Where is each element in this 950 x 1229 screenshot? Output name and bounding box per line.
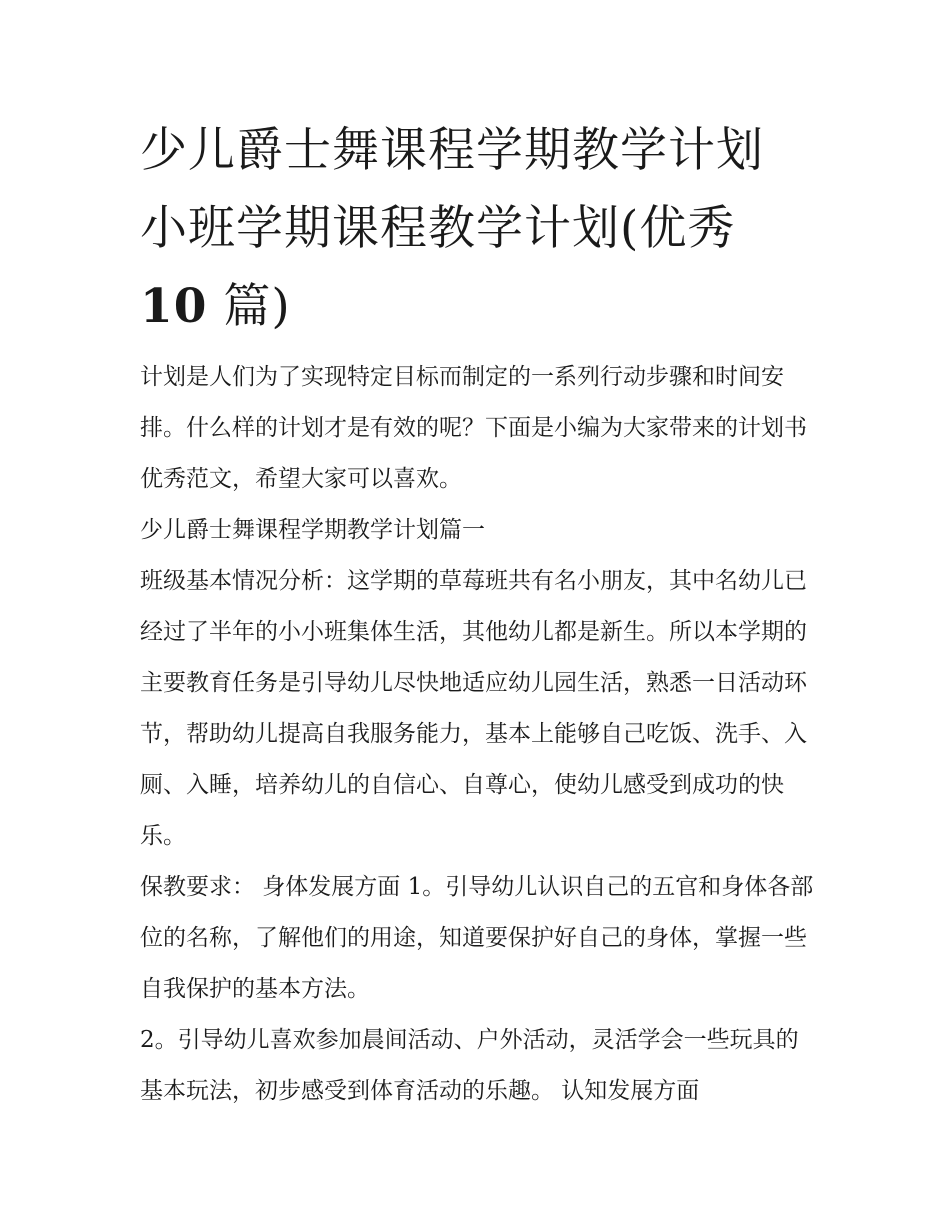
care-requirements-paragraph: 保教要求： 身体发展方面 1。引导幼儿认识自己的五官和身体各部位的名称，了解他们的用途，知道要保护好自己的身体，掌握一些自我保护的基本方法。 [140, 874, 814, 1002]
intro-paragraph: 计划是人们为了实现特定目标而制定的一系列行动步骤和时间安排。什么样的计划才是有效的呢？下面是小编为大家带来的计划书优秀范文，希望大家可以喜欢。 [140, 364, 807, 492]
title-line-2: 小班学期课程教学计划(优秀 [140, 201, 736, 256]
class-analysis-paragraph: 班级基本情况分析：这学期的草莓班共有名小朋友，其中名幼儿已经过了半年的小小班集体生活，其他幼儿都是新生。所以本学期的主要教育任务是引导幼儿尽快地适应幼儿园生活，熟悉一日活动环节，帮助幼儿提高自我服务能力，基本上能够自己吃饭、洗手、入厕、入睡，培养幼儿的自信心、自尊心，使幼儿感受到成功的快乐。 [140, 568, 807, 849]
title-line-3: 篇) [207, 279, 291, 334]
title-line-1: 少儿爵士舞课程学期教学计划 [140, 123, 764, 178]
document-page [140, 112, 815, 1117]
title-count: 10 [140, 279, 208, 334]
section-heading: 少儿爵士舞课程学期教学计划篇一 [140, 517, 485, 543]
document-title [140, 112, 815, 346]
activity-paragraph: 2。引导幼儿喜欢参加晨间活动、户外活动，灵活学会一些玩具的基本玩法，初步感受到体育活动的乐趣。 认知发展方面 [140, 1027, 799, 1104]
